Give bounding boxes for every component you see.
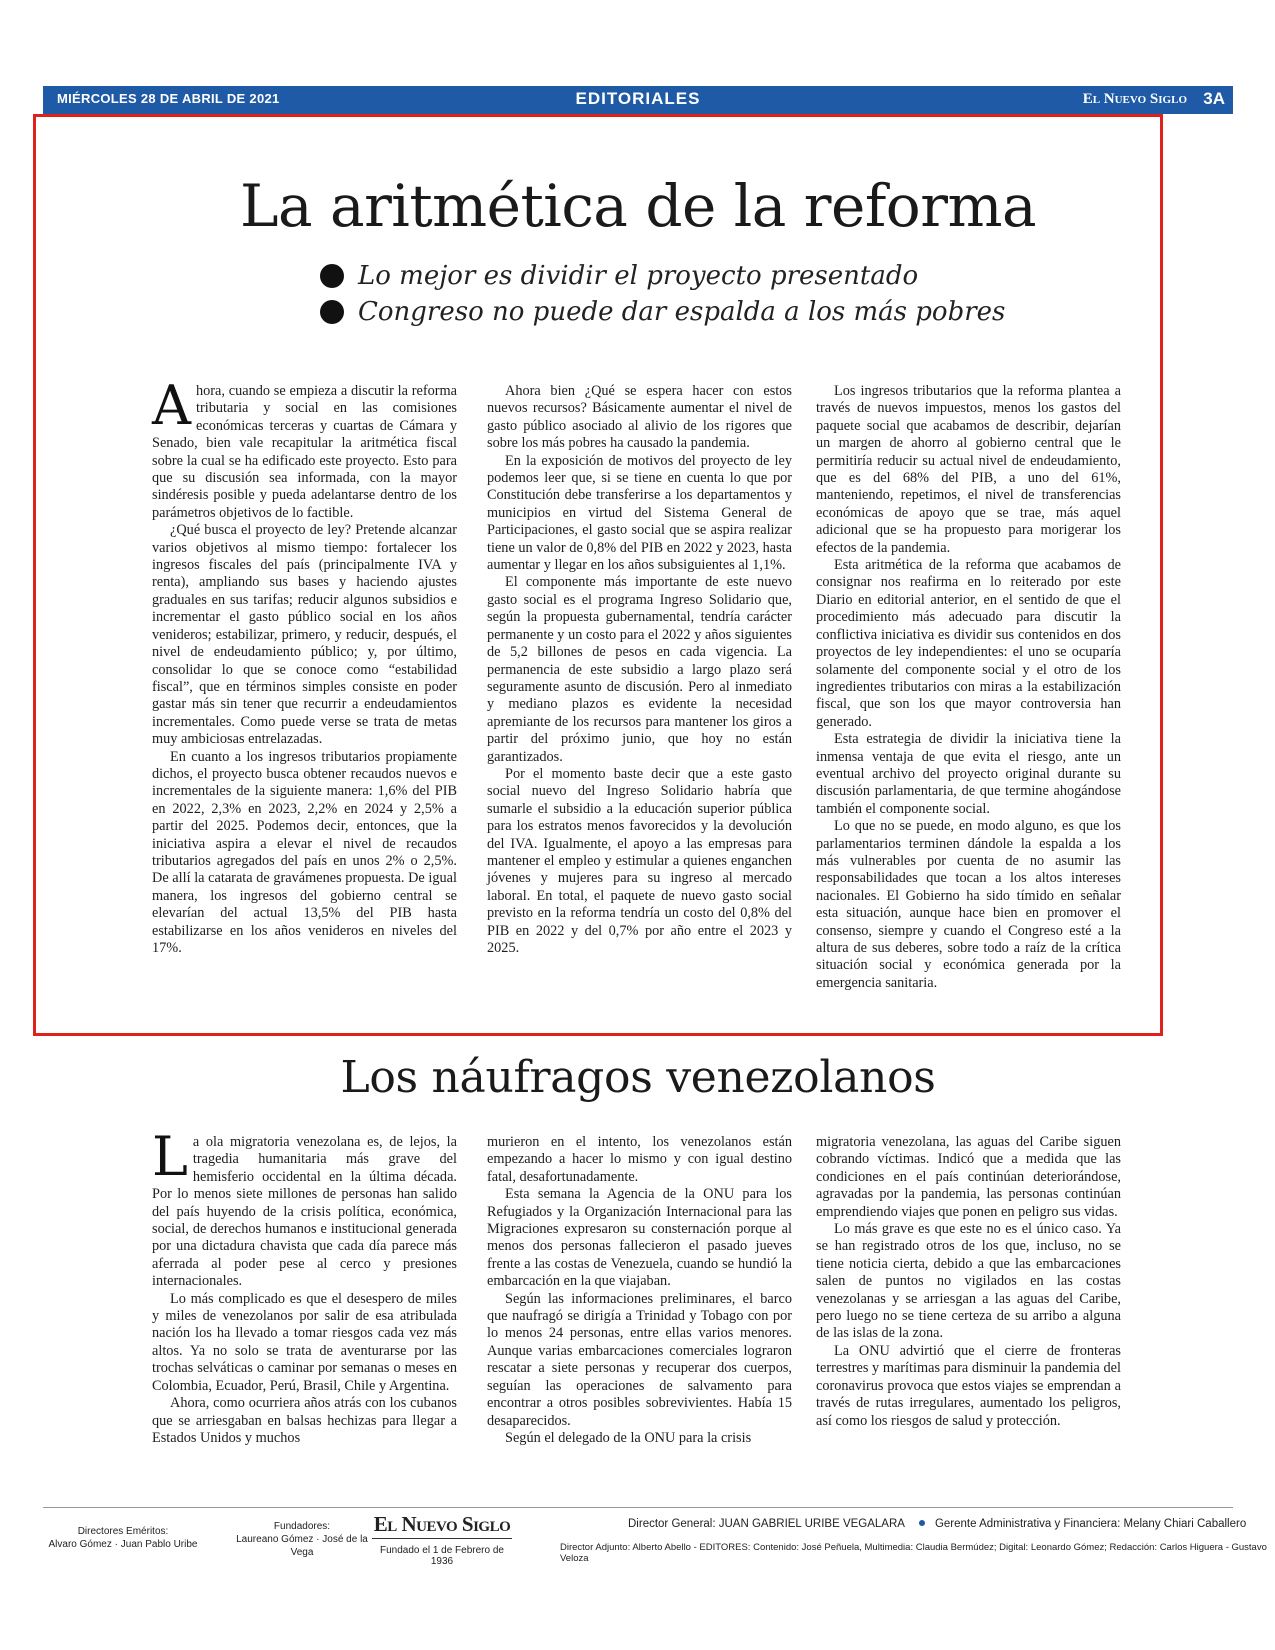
header-brand: El Nuevo Siglo — [1082, 91, 1187, 107]
dropcap: A — [152, 374, 191, 437]
paragraph: La ONU advirtió que el cierre de fronteras terrestres y marítimas para disminuir la pandemia del coronavirus provoca que estos viajes se emprendan a través de rutas irregulares, aumentado los peligros, así como los riesgos de salud y protección. — [816, 1342, 1121, 1429]
page-number: 3A — [1203, 89, 1225, 108]
director-line: Director General: JUAN GABRIEL URIBE VEGALARA — [628, 1518, 905, 1530]
paragraph: Esta aritmética de la reforma que acabamos de consignar nos reafirma en lo reiterado por este Diario en editorial anterior, en el sentido de que el procedimiento más adecuado para discutir la conflictiva iniciativa es dividir sus contenidos en dos proyectos de ley independientes: el uno se ocuparía solamente del componente social y el otro de los ingredientes tributarios con miras a la estabilización fiscal, que son los que mayor controversia han generado. — [816, 557, 1121, 730]
subhead-2 — [320, 294, 1040, 330]
emeritos-label: Directores Eméritos: — [77, 1526, 169, 1537]
subhead-2-text: Congreso no puede dar espalda a los más pobres — [358, 297, 1006, 327]
article1-subheads — [320, 258, 1040, 330]
paragraph: ¿Qué busca el proyecto de ley? Pretende alcanzar varios objetivos al mismo tiempo: fortalecer los ingresos fiscales del país (principalmente IVA y renta), ampliando sus bases y haciendo ajustes graduales en sus tarifas; reducir algunos subsidios e incrementar el gasto público social en los años venideros; estabilizar, primero, y reducir, después, el nivel de endeudamiento público; y, por último, consolidar lo que se conoce como “estabilidad fiscal”, que en términos simples consiste en poder gastar más sin tener que recurrir a endeudamientos incrementales. Como puede verse se trata de metas muy ambiciosas entrelazadas. — [152, 522, 457, 748]
paragraph: Ahora bien ¿Qué se espera hacer con estos nuevos recursos? Básicamente aumentar el nivel de gasto público asociado al alivio de los rigores que sobre los más pobres ha causado la pandemia. — [487, 383, 792, 452]
article1-column-2 — [487, 383, 792, 957]
paragraph: migratoria venezolana, las aguas del Caribe siguen cobrando víctimas. Indicó que a medida que las condiciones en el país continúan deteriorándose, agravadas por la pandemia, las personas continúan emprendiendo viajes que ponen en peligro sus vidas. — [816, 1134, 1121, 1220]
subhead-1-text: Lo mejor es dividir el proyecto presentado — [358, 261, 919, 291]
paragraph: En la exposición de motivos del proyecto de ley podemos leer que, si se tiene en cuenta lo que por Constitución debe transferirse a los departamentos y municipios en virtud del Sistema General de Participaciones, el gasto social que se aspira realizar tiene un valor de 0,8% del PIB en 2022 y 2023, hasta aumentar y llegar en los años subsiguientes al 1,1%. — [487, 452, 792, 574]
paragraph: Los ingresos tributarios que la reforma plantea a través de nuevos impuestos, menos los gastos del paquete social que acabamos de describir, dejarían un margen de ahorro al gobierno central que le permitiría reducir su actual nivel de endeudamiento, que es del 68% del PIB, a uno del 61%, manteniendo, repetimos, el nivel de transferencias económicas de apoyo que se trae, más aquel adicional que se ha propuesto para morigerar los efectos de la pandemia. — [816, 383, 1121, 556]
paragraph: Lo que no se puede, en modo alguno, es que los parlamentarios terminen dándole la espalda a los más vulnerables por cuenta de no asumir las responsabilidades que tocan a los altos intereses nacionales. El Gobierno ha sido tímido en señalar esta situación, aunque hace bien en promover el consenso, siempre y cuando el Congreso esté a la altura de sus deberes, sobre todo a raíz de la crítica situación social y económica generada por la emergencia sanitaria. — [816, 818, 1121, 991]
footer-director — [628, 1518, 1246, 1530]
footer-logo: El Nuevo Siglo — [372, 1512, 512, 1539]
footer-emeritos — [48, 1525, 198, 1551]
article1-column-3 — [816, 383, 1121, 992]
article2-column-2 — [487, 1134, 792, 1447]
paragraph: En cuanto a los ingresos tributarios propiamente dichos, el proyecto busca obtener recaudos nuevos e incrementales de la siguiente manera: 1,6% del PIB en 2022, 2,3% en 2023, 2,2% en 2024 y 2,5% a partir del 2025. Podemos decir, entonces, que la iniciativa aspira a elevar el nivel de recaudos tributarios agregados del país en unos 2% o 2,5%. De allí la catarata de gravámenes propuesta. De igual manera, los ingresos del gobierno central se elevarían del actual 13,5% del PIB hasta estabilizarse en los años venideros en niveles del 17%. — [152, 748, 457, 956]
article2-column-1 — [152, 1125, 457, 1447]
subhead-1 — [320, 258, 1040, 294]
footer-fundadores — [232, 1520, 372, 1559]
footer-editors: Director Adjunto: Alberto Abello - EDITORES: Contenido: José Peñuela, Multimedia: Claudia Bermúdez; Digital: Leonardo Gómez; Redacción: Carlos Higuera - Gustavo Veloza — [560, 1542, 1267, 1564]
dropcap: L — [152, 1125, 188, 1188]
paragraph: Esta semana la Agencia de la ONU para los Refugiados y la Organización Internacional para las Migraciones expresaron su consternación porque al menos dos personas fallecieron el pasado jueves frente a las costas de Venezuela, cuando se hundió la embarcación en la que viajaban. — [487, 1186, 792, 1290]
dot-icon — [919, 1520, 925, 1526]
bullet-icon — [320, 264, 344, 288]
paragraph: Según el delegado de la ONU para la crisis — [505, 1429, 752, 1446]
section-title: EDITORIALES — [575, 89, 701, 108]
paragraph: murieron en el intento, los venezolanos están empezando a hacer lo mismo y con igual destino fatal, desafortunadamente. — [487, 1134, 792, 1185]
article2-title: Los náufragos venezolanos — [340, 1052, 936, 1103]
paragraph-text: a ola migratoria venezolana es, de lejos, la tragedia humanitaria más grave del hemisferio occidental en la última década. Por lo menos siete millones de personas han salido del país huyendo de la crisis política, económica, social, de derechos humanos e institucional generada por una dictadura chavista que cada día parece más aferrada al poder pese al cerco y presiones internacionales. — [152, 1134, 457, 1290]
bullet-icon — [320, 300, 344, 324]
header-bar — [43, 86, 1233, 114]
paragraph — [152, 374, 457, 522]
article1-column-1 — [152, 374, 457, 957]
footer-founded: Fundado el 1 de Febrero de 1936 — [380, 1545, 504, 1567]
paragraph: El componente más importante de este nuevo gasto social es el programa Ingreso Solidario que, según la propuesta gubernamental, tendría carácter permanente y un costo para el 2022 y años siguientes de 5,2 billones de pesos en cada vigencia. La permanencia de este subsidio a largo plazo será seguramente asunto de discusión. Pero al inmediato y mediano plazos es evidente la necesidad apremiante de los recursos para mantener los giros a partir del próximo junio, que hoy no están garantizados. — [487, 574, 792, 765]
paragraph — [152, 1125, 457, 1291]
paragraph: Ahora, como ocurriera años atrás con los cubanos que se arriesgaban en balsas hechizas para llegar a Estados Unidos y muchos — [152, 1395, 457, 1446]
paragraph: Por el momento baste decir que a este gasto social nuevo del Ingreso Solidario habría que sumarle el subsidio a la educación superior pública para los estratos menos favorecidos y la devolución del IVA. Igualmente, el apoyo a las empresas para mantener el empleo y estimular a quienes enganchen jóvenes y mujeres para su ingreso al mercado laboral. En total, el paquete de nuevo gasto social previsto en la reforma tendría un costo del 0,8% del PIB en 2022 y del 0,7% por año entre el 2023 y 2025. — [487, 765, 792, 956]
paragraph: Lo más grave es que este no es el único caso. Ya se han registrado otros de los que, incluso, no se tiene noticia cierta, debido a que las embarcaciones salen de puntos no vigilados en las costas venezolanas y se arriesgan a las aguas del Caribe, pero luego no se tiene certeza de su arribo a alguna de las islas de la zona. — [816, 1221, 1121, 1342]
paragraph-text: hora, cuando se empieza a discutir la reforma tributaria y social en las comisiones económicas terceras y cuartas de Cámara y Senado, bien vale recapitular la aritmética fiscal sobre la cual se ha edificado este proyecto. Esto para que su discusión sea informada, con la mayor sindéresis posible y pueda adelantarse dentro de los parámetros objetivos de lo factible. — [152, 383, 457, 521]
paragraph: Según las informaciones preliminares, el barco que naufragó se dirigía a Trinidad y Tobago con por lo menos 24 personas, entre ellas varios menores. Aunque varias embarcaciones comerciales lograron rescatar a siete personas y recuperar dos cuerpos, seguían las operaciones de salvamento para encontrar a otros posibles sobrevivientes. Había 15 desaparecidos. — [487, 1290, 792, 1429]
fundadores-names: Laureano Gómez · José de la Vega — [236, 1534, 368, 1558]
article2-column-3 — [816, 1134, 1121, 1430]
footer-divider — [43, 1507, 1233, 1508]
header-date: MIÉRCOLES 28 DE ABRIL DE 2021 — [57, 91, 280, 106]
paragraph: Lo más complicado es que el desespero de miles y miles de venezolanos por salir de esa atribulada nación los ha llevado a tomar riesgos cada vez más altos. Ya no solo se trata de aventurarse por las trochas selváticas o caminar por semanas o meses en Colombia, Ecuador, Perú, Brasil, Chile y Argentina. — [152, 1290, 457, 1394]
article1-title: La aritmética de la reforma — [239, 172, 1037, 240]
paragraph: Esta estrategia de dividir la iniciativa tiene la inmensa ventaja de que evita el riesgo, ante un eventual archivo del proyecto original durante su discusión parlamentaria, de que termine ahogándose también el componente social. — [816, 731, 1121, 817]
fundadores-label: Fundadores: — [273, 1521, 331, 1532]
emeritos-names: Alvaro Gómez · Juan Pablo Uribe — [48, 1539, 198, 1550]
gerente-line: Gerente Administrativa y Financiera: Melany Chiari Caballero — [934, 1518, 1247, 1530]
